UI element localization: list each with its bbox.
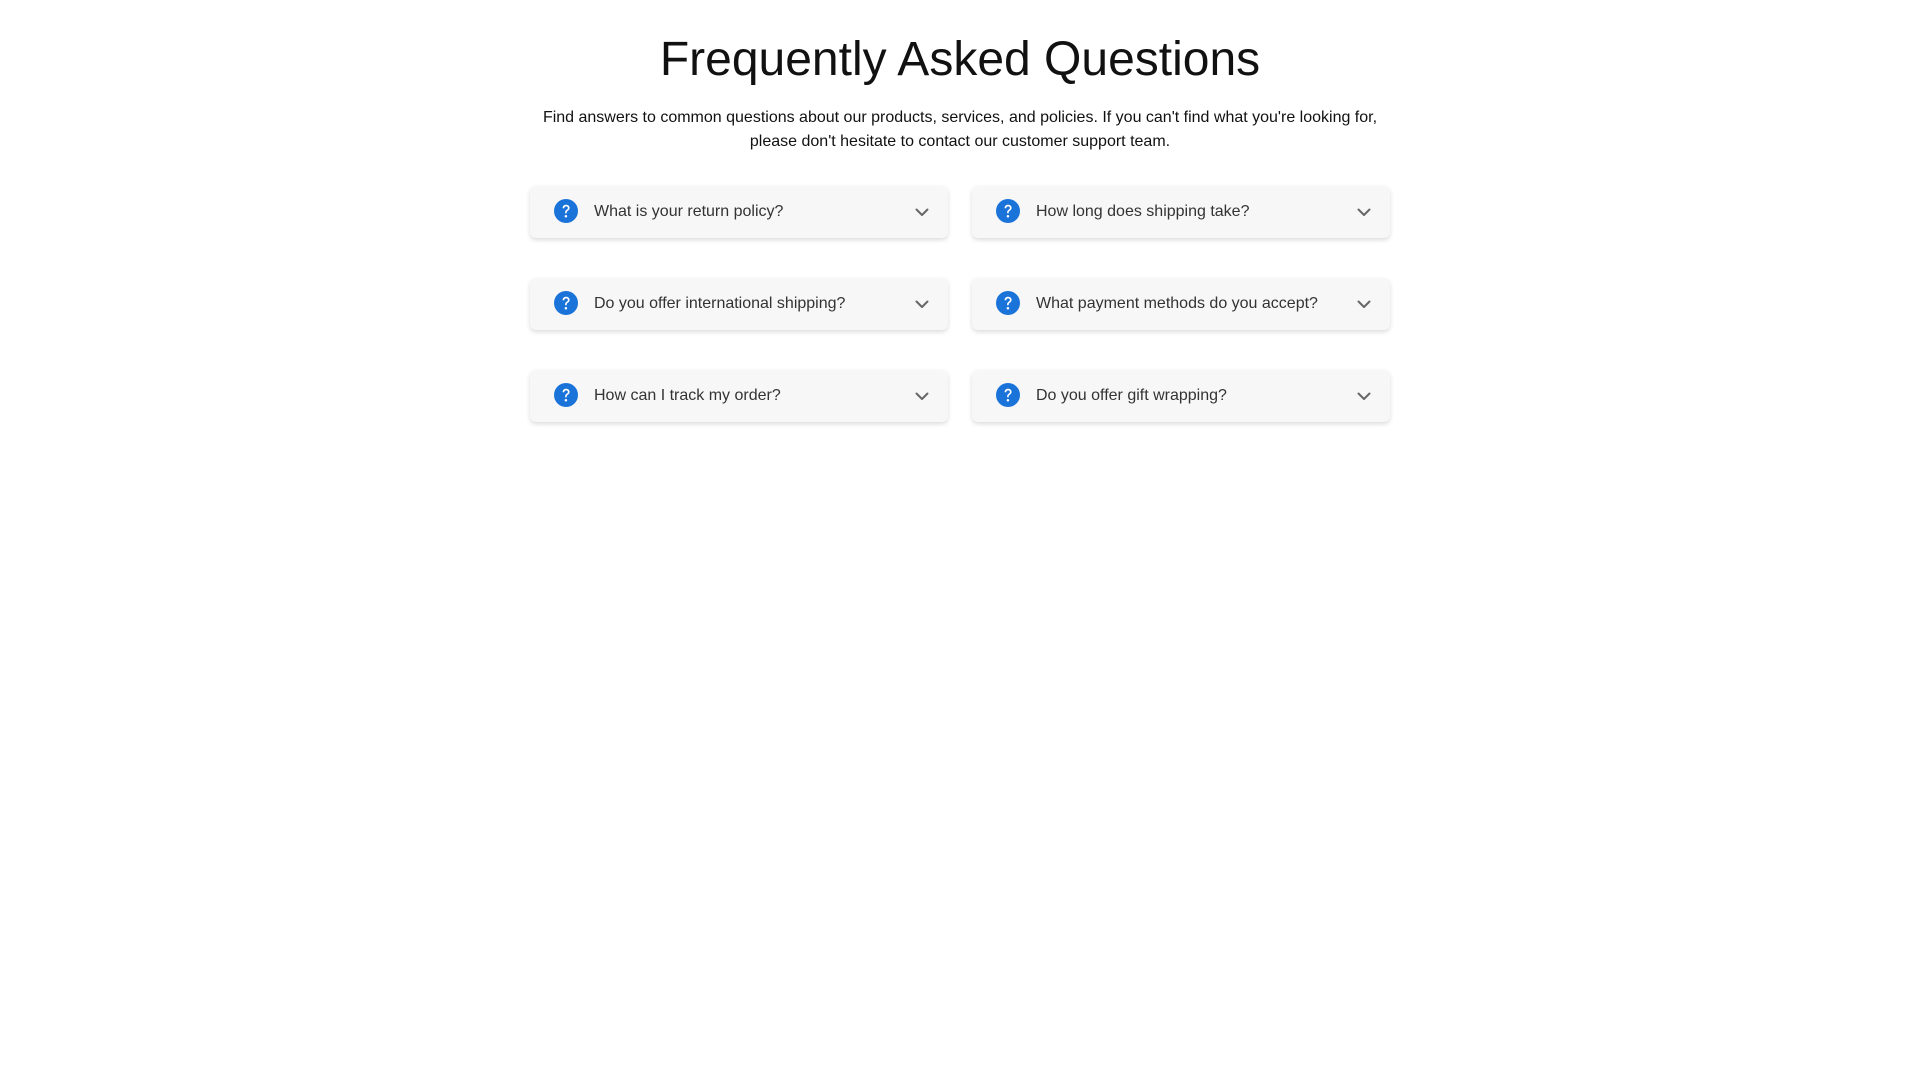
faq-grid [530, 186, 1390, 422]
chevron-down-icon[interactable] [914, 388, 930, 404]
faq-item-track-order[interactable] [530, 370, 948, 422]
page-title: Frequently Asked Questions [659, 33, 1261, 86]
faq-question: What payment methods do you accept? [1036, 295, 1318, 312]
chevron-down-icon[interactable] [914, 296, 930, 312]
page-subtitle: Find answers to common questions about our products, services, and policies. If you can't find what you're looking for, please don't hesitate to contact our customer support team. [542, 109, 1378, 150]
question-circle-icon [554, 383, 578, 407]
chevron-down-icon[interactable] [1356, 204, 1372, 220]
question-circle-icon [996, 291, 1020, 315]
faq-question: Do you offer gift wrapping? [1036, 387, 1227, 404]
faq-question: Do you offer international shipping? [594, 295, 846, 312]
faq-item-shipping-time[interactable] [972, 186, 1390, 238]
faq-question: How can I track my order? [594, 387, 781, 404]
chevron-down-icon[interactable] [1356, 388, 1372, 404]
faq-question: What is your return policy? [594, 203, 784, 220]
chevron-down-icon[interactable] [914, 204, 930, 220]
faq-item-payment-methods[interactable] [972, 278, 1390, 330]
faq-page [530, 0, 1390, 422]
question-circle-icon [996, 199, 1020, 223]
faq-item-gift-wrapping[interactable] [972, 370, 1390, 422]
chevron-down-icon[interactable] [1356, 296, 1372, 312]
question-circle-icon [996, 383, 1020, 407]
faq-item-return-policy[interactable] [530, 186, 948, 238]
faq-item-international-shipping[interactable] [530, 278, 948, 330]
question-circle-icon [554, 291, 578, 315]
faq-question: How long does shipping take? [1036, 203, 1250, 220]
question-circle-icon [554, 199, 578, 223]
